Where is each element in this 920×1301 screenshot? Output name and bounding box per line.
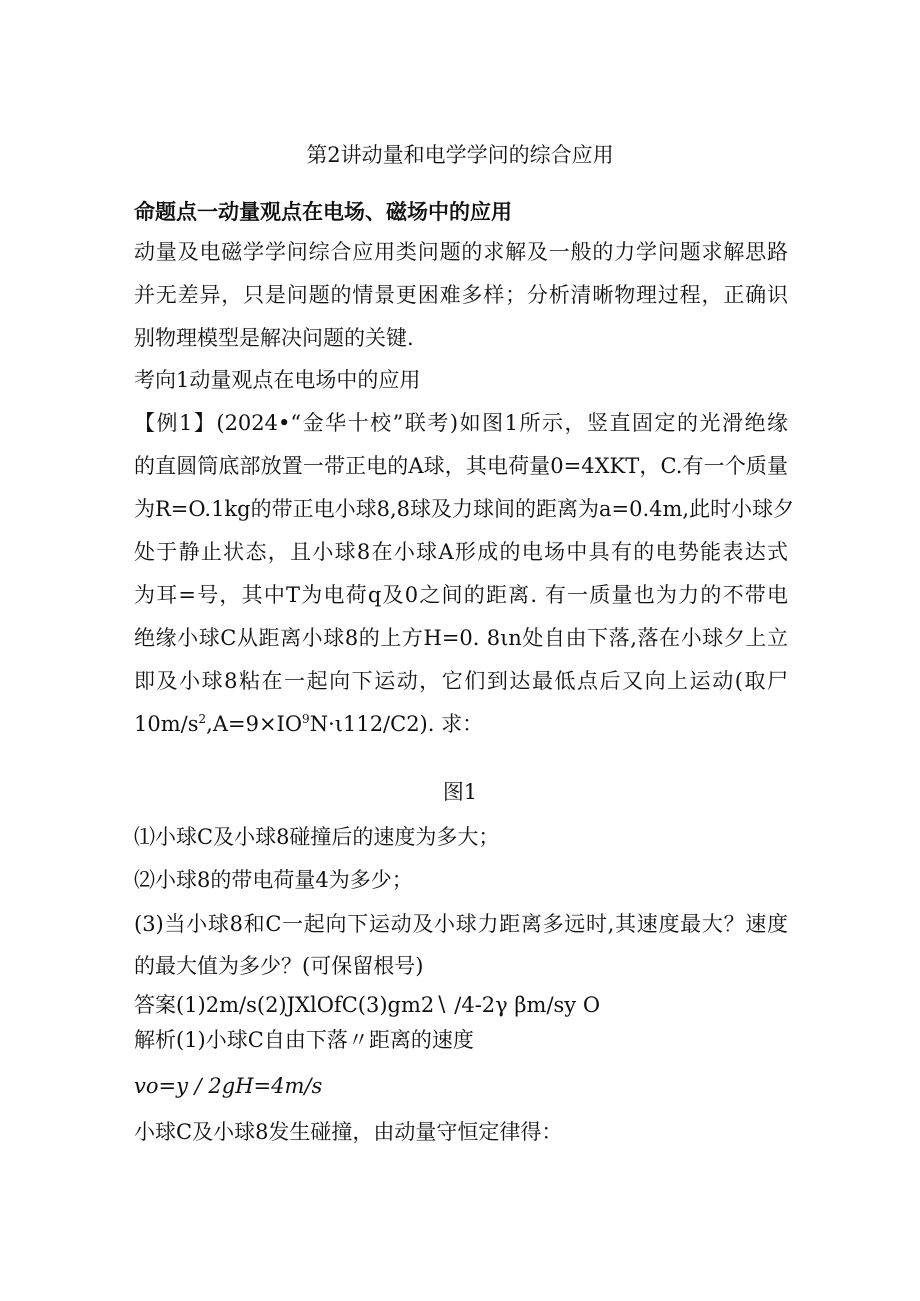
example-line: 为R=O.1kg的带正电小球8,8球及力球间的距离为a=0.4m,此时小球夕 — [134, 497, 795, 521]
example-text: N·ι112∕C2). 求： — [309, 712, 484, 736]
document-title: 第2讲动量和电学学问的综合应用 — [306, 143, 614, 167]
question-item: ⑵小球8的带电荷量4为多少； — [134, 868, 413, 892]
example-text: 10m∕s — [134, 712, 199, 736]
example-line-last — [134, 709, 483, 739]
example-line: 绝缘小球C从距离小球8的上方H=0. 8ιn处自由下落,落在小球夕上立 — [134, 626, 788, 650]
section-heading: 命题点一动量观点在电场、磁场中的应用 — [134, 199, 512, 224]
example-line: 处于静止状态，且小球8在小球A形成的电场中具有的电势能表达式 — [134, 540, 788, 564]
figure-caption: 图1 — [442, 780, 478, 804]
subheading: 考向1动量观点在电场中的应用 — [134, 368, 421, 392]
answer-line: 答案(1)2m/s(2)JXlOfC(3)gm2∖ ∕4-2γ βm/sy O — [134, 993, 601, 1017]
question-item: 的最大值为多少？(可保留根号) — [134, 954, 424, 978]
superscript: 2 — [198, 712, 207, 726]
example-line: 为耳=号，其中T为电荷q及0之间的距离. 有一质量也为力的不带电 — [134, 583, 788, 607]
superscript: 9 — [302, 712, 310, 726]
intro-line: 动量及电磁学学问综合应用类问题的求解及一般的力学问题求解思路 — [134, 240, 788, 264]
example-line: 即及小球8粘在一起向下运动，它们到达最低点后又向上运动(取尸 — [134, 669, 788, 693]
example-line: 【例1】(2024•“金华十校”联考)如图1所示，竖直固定的光滑绝缘 — [134, 411, 788, 435]
question-item: (3)当小球8和C一起向下运动及小球力距离多远时,其速度最大？速度 — [134, 912, 788, 936]
analysis-line: 解析(1)小球C自由下落〃距离的速度 — [134, 1028, 474, 1052]
question-item: ⑴小球C及小球8碰撞后的速度为多大； — [134, 825, 500, 849]
intro-line: 并无差异，只是问题的情景更困难多样；分析清晰物理过程，正确识 — [134, 283, 788, 307]
intro-line: 别物理模型是解决问题的关键. — [134, 326, 414, 350]
example-text: ,A=9×IO — [206, 712, 303, 736]
example-line: 的直圆筒底部放置一带正电的A球，其电荷量0=4XKT，C.有一个质量 — [134, 454, 788, 478]
formula-line: vo=y ∕ 2gH=4m/s — [134, 1074, 323, 1098]
conclusion-line: 小球C及小球8发生碰撞，由动量守恒定律得： — [134, 1120, 563, 1144]
